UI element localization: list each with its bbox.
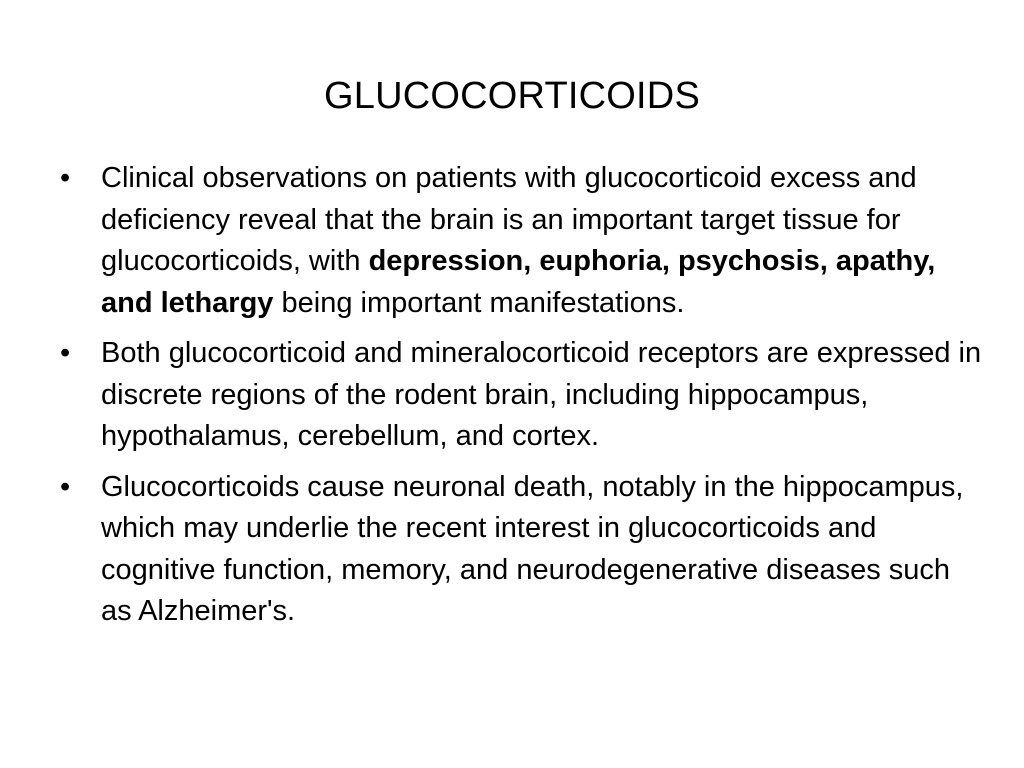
bullet-dot-icon: • (60, 337, 71, 369)
slide-title: GLUCOCORTICOIDS (323, 75, 700, 117)
bullet-text-before: Clinical observations on patients with glucocorticoid excess and deficiency reveal that the brain is an important target tissue for glucocorticoids, with (101, 162, 917, 277)
bullet-dot-icon: • (60, 162, 71, 194)
bullet-dot-icon: • (60, 470, 71, 503)
bullet-item-neuronal-death (58, 467, 988, 633)
bullet-item-clinical-observations (58, 158, 988, 324)
bullet-text: Glucocorticoids cause neuronal death, notably in the hippocampus, which may underlie the recent interest in glucocorticoids and cognitive function, memory, and neurodegenerative diseases such as Alzheimer's. (101, 470, 964, 627)
bullet-text-after: being important manifestations. (273, 286, 685, 319)
bullet-list (58, 158, 988, 642)
bullet-item-receptors (58, 333, 988, 458)
bullet-bold-text: depression, euphoria, psychosis, apathy, and lethargy (101, 245, 936, 319)
bullet-text: Both glucocorticoid and mineralocorticoid receptors are expressed in discrete regions of the rodent brain, including hippocampus, hypothalamus, cerebellum, and cortex. (101, 337, 982, 452)
